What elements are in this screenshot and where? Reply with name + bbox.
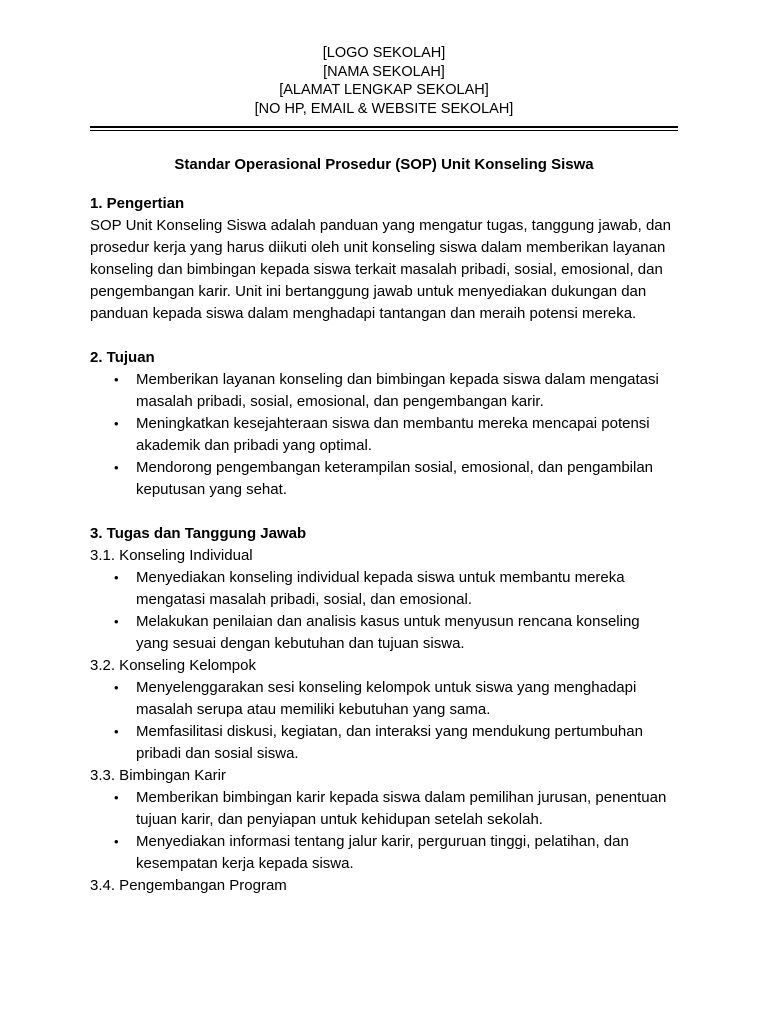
list-item: • Menyediakan informasi tentang jalur karir, perguruan tinggi, pelatihan, dan kesempatan kerja kepada siswa. (136, 831, 678, 875)
school-contact-placeholder: [NO HP, EMAIL & WEBSITE SEKOLAH] (254, 100, 514, 117)
bullet-list (90, 677, 678, 765)
section-heading: 3. Tugas dan Tanggung Jawab (90, 525, 307, 542)
document-title: Standar Operasional Prosedur (SOP) Unit Konseling Siswa (174, 156, 594, 173)
section-tugas (90, 523, 678, 897)
list-item: • Meningkatkan kesejahteraan siswa dan membantu mereka mencapai potensi akademik dan pribadi yang optimal. (136, 413, 678, 457)
list-item: • Menyediakan konseling individual kepada siswa untuk membantu mereka mengatasi masalah pribadi, sosial, dan emosional. (136, 567, 678, 611)
list-item: • Melakukan penilaian dan analisis kasus untuk menyusun rencana konseling yang sesuai dengan kebutuhan dan tujuan siswa. (136, 611, 678, 655)
section-pengertian (90, 193, 678, 325)
document-body (90, 193, 678, 897)
bullet-list (90, 787, 678, 875)
subsection-title: 3.3. Bimbingan Karir (90, 767, 226, 784)
letterhead-divider (90, 126, 678, 128)
subsection-title: 3.2. Konseling Kelompok (90, 657, 256, 674)
bullet-list (90, 369, 678, 501)
section-heading: 2. Tujuan (90, 349, 155, 366)
school-address-placeholder: [ALAMAT LENGKAP SEKOLAH] (279, 82, 489, 98)
list-item: • Memfasilitasi diskusi, kegiatan, dan interaksi yang mendukung pertumbuhan pribadi dan sosial siswa. (136, 721, 678, 765)
letterhead (90, 0, 678, 118)
section-heading: 1. Pengertian (90, 195, 185, 212)
subsection-title: 3.4. Pengembangan Program (90, 877, 287, 894)
school-name-placeholder: [NAMA SEKOLAH] (323, 63, 445, 80)
section-tujuan (90, 347, 678, 501)
list-item: • Mendorong pengembangan keterampilan sosial, emosional, dan pengambilan keputusan yang sehat. (136, 457, 678, 501)
list-item: • Memberikan layanan konseling dan bimbingan kepada siswa dalam mengatasi masalah pribadi, sosial, emosional, dan pengembangan karir. (136, 369, 678, 413)
list-item: • Menyelenggarakan sesi konseling kelompok untuk siswa yang menghadapi masalah serupa atau memiliki kebutuhan yang sama. (136, 677, 678, 721)
bullet-list (90, 567, 678, 655)
section-paragraph: SOP Unit Konseling Siswa adalah panduan yang mengatur tugas, tanggung jawab, dan prosedur kerja yang harus diikuti oleh unit konseling siswa dalam memberikan layanan konseling dan bimbingan kepada siswa terkait masalah pribadi, sosial, emosional, dan pengembangan karir. Unit ini bertanggung jawab untuk menyediakan dukungan dan panduan kepada siswa dalam menghadapi tantangan dan meraih potensi mereka. (90, 217, 671, 322)
school-logo-placeholder: [LOGO SEKOLAH] (322, 45, 446, 61)
list-item: • Memberikan bimbingan karir kepada siswa dalam pemilihan jurusan, penentuan tujuan karir, dan penyiapan untuk kehidupan setelah sekolah. (136, 787, 678, 831)
subsection-title: 3.1. Konseling Individual (90, 547, 253, 564)
